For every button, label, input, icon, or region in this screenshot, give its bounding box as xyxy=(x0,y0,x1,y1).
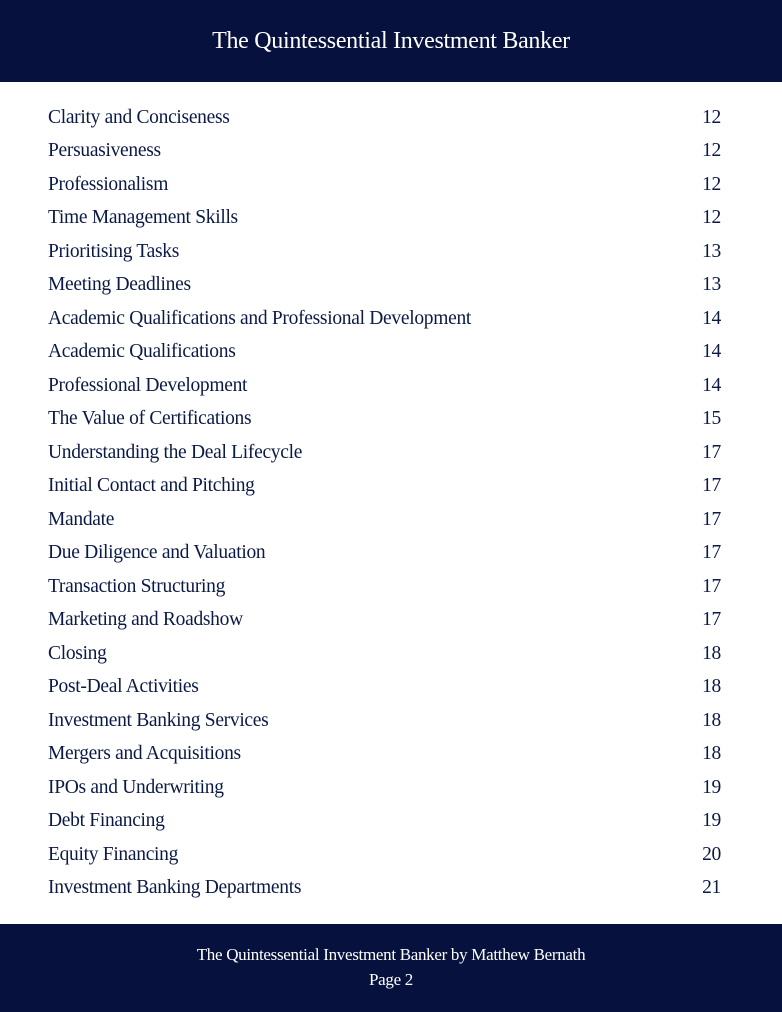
toc-entry[interactable] xyxy=(48,637,721,671)
toc-entry[interactable] xyxy=(48,336,721,370)
toc-entry-page: 17 xyxy=(702,508,721,530)
toc-entry-title: Academic Qualifications and Professional Development xyxy=(48,307,472,329)
toc-entry-title: Meeting Deadlines xyxy=(48,274,191,296)
toc-entry-page: 18 xyxy=(702,676,721,698)
toc-entry[interactable] xyxy=(48,771,721,805)
toc-entry[interactable] xyxy=(48,738,721,772)
footer-page-number: Page 2 xyxy=(369,970,413,989)
toc-entry[interactable] xyxy=(48,369,721,403)
toc-entry-title: Due Diligence and Valuation xyxy=(48,542,266,564)
toc-entry[interactable] xyxy=(48,302,721,336)
toc-entry[interactable] xyxy=(48,202,721,236)
toc-entry-title: Equity Financing xyxy=(48,843,179,865)
toc-entry-title: Initial Contact and Pitching xyxy=(48,475,255,497)
toc-entry-title: Clarity and Conciseness xyxy=(48,106,230,128)
toc-entry-page: 18 xyxy=(702,642,721,664)
toc-entry-page: 14 xyxy=(702,341,721,363)
toc-entry-title: Understanding the Deal Lifecycle xyxy=(48,441,303,463)
toc-entry[interactable] xyxy=(48,168,721,202)
toc-entry-page: 15 xyxy=(702,408,721,430)
toc-entry-page: 12 xyxy=(702,207,721,229)
toc-entry-page: 17 xyxy=(702,609,721,631)
toc-entry-page: 12 xyxy=(702,173,721,195)
toc-entry-page: 17 xyxy=(702,575,721,597)
toc-entry-page: 12 xyxy=(702,140,721,162)
toc-entry-title: Marketing and Roadshow xyxy=(48,609,243,631)
toc-entry-title: The Value of Certifications xyxy=(48,408,252,430)
toc-entry-page: 17 xyxy=(702,475,721,497)
toc-entry-page: 18 xyxy=(702,743,721,765)
toc-entry-page: 18 xyxy=(702,709,721,731)
toc-entry[interactable] xyxy=(48,604,721,638)
toc-entry-title: Investment Banking Departments xyxy=(48,877,302,899)
footer-book-credit: The Quintessential Investment Banker by Matthew Bernath xyxy=(196,945,586,964)
toc-entry[interactable] xyxy=(48,403,721,437)
toc-entry-title: Investment Banking Services xyxy=(48,709,269,731)
toc-entry-page: 13 xyxy=(702,240,721,262)
toc-entry-page: 21 xyxy=(702,877,721,899)
toc-entry-title: Mandate xyxy=(48,508,115,530)
toc-entry-page: 19 xyxy=(702,810,721,832)
toc-entry-page: 19 xyxy=(702,776,721,798)
toc-entry-title: Time Management Skills xyxy=(48,207,238,229)
toc-entry-page: 20 xyxy=(702,843,721,865)
toc-entry[interactable] xyxy=(48,537,721,571)
toc-entry-title: Post-Deal Activities xyxy=(48,676,199,698)
toc-entry-title: Professional Development xyxy=(48,374,248,396)
toc-entry-title: Transaction Structuring xyxy=(48,575,226,597)
page-header xyxy=(0,0,782,82)
toc-entry[interactable] xyxy=(48,503,721,537)
toc-entry[interactable] xyxy=(48,570,721,604)
toc-entry-title: Academic Qualifications xyxy=(48,341,236,363)
toc-entry[interactable] xyxy=(48,436,721,470)
toc-entry[interactable] xyxy=(48,470,721,504)
toc-entry-page: 17 xyxy=(702,441,721,463)
header-title: The Quintessential Investment Banker xyxy=(212,27,570,54)
toc-entry-page: 13 xyxy=(702,274,721,296)
toc-entry-page: 12 xyxy=(702,106,721,128)
toc-entry-page: 14 xyxy=(702,374,721,396)
toc-entry[interactable] xyxy=(48,704,721,738)
toc-entry-title: Closing xyxy=(48,642,107,664)
toc-entry[interactable] xyxy=(48,805,721,839)
toc-entry-title: Professionalism xyxy=(48,173,169,195)
page-footer xyxy=(0,924,782,1012)
toc-entry-title: Debt Financing xyxy=(48,810,165,832)
toc-entry[interactable] xyxy=(48,838,721,872)
toc-entry-title: Mergers and Acquisitions xyxy=(48,743,241,765)
table-of-contents xyxy=(48,101,721,905)
toc-entry-title: Persuasiveness xyxy=(48,140,161,162)
toc-entry[interactable] xyxy=(48,872,721,906)
toc-entry[interactable] xyxy=(48,101,721,135)
toc-entry[interactable] xyxy=(48,671,721,705)
toc-entry-page: 14 xyxy=(702,307,721,329)
toc-entry-title: Prioritising Tasks xyxy=(48,240,180,262)
toc-entry-page: 17 xyxy=(702,542,721,564)
toc-entry[interactable] xyxy=(48,269,721,303)
toc-entry-title: IPOs and Underwriting xyxy=(48,776,224,798)
toc-entry[interactable] xyxy=(48,235,721,269)
toc-entry[interactable] xyxy=(48,135,721,169)
